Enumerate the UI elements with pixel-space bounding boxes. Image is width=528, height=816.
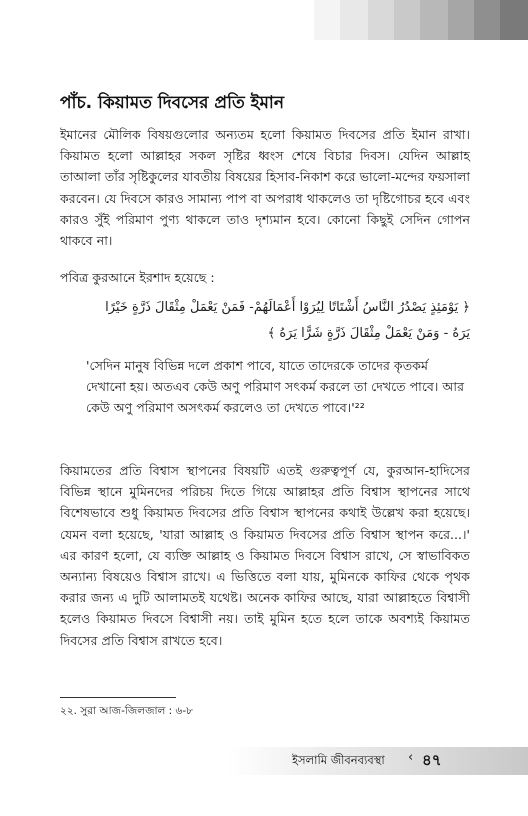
header-bar-segment bbox=[288, 0, 314, 40]
header-bar-segment bbox=[314, 0, 341, 40]
paragraph-2: কিয়ামতের প্রতি বিশ্বাস স্থাপনের বিষয়টি এতই গুরুত্বপূর্ণ যে, কুরআন-হাদিসের বিভিন্ন স্থানে মুমিনদের পরিচয় দিতে গিয়ে আল্লাহর প্রতি বিশ্বাস স্থাপনের সাথে বিশেষভাবে শুধু কিয়ামত দিবসের প্রতি বিশ্বাস স্থাপনের কথাই উল্লেখ করা হয়েছে। যেমন বলা হয়েছে, 'যারা আল্লাহ ও কিয়ামত দিবসের প্রতি বিশ্বাস স্থাপন করে...।' এর কারণ হলো, যে ব্যক্তি আল্লাহ ও কিয়ামত দিবসে বিশ্বাস রাখে, সে স্বাভাবিকত অন্যান্য বিষয়েও বিশ্বাস রাখে। এ ভিত্তিতে বলা যায়, মুমিনকে কাফির থেকে পৃথক করার জন্য এ দুটি আলামতই যথেষ্ট। অনেক কাফির আছে, যারা আল্লাহতে বিশ্বাসী হলেও কিয়ামত দিবসে বিশ্বাসী নয়। তাই মুমিন হতে হলে তাকে অবশ্যই কিয়ামত দিবসের প্রতি বিশ্বাস রাখতে হবে। bbox=[60, 463, 470, 648]
header-bar-segment bbox=[340, 0, 368, 40]
arabic-verse: ﴿ يَوْمَئِذٍ يَصْدُرُ النَّاسُ أَشْتَاتًا لِيُرَوْا أَعْمَالَهُمْ- فَمَنْ يَعْمَلْ مِثْقَالَ ذَرَّةٍ خَيْرًا يَرَهُ - وَمَنْ يَعْمَلْ مِثْقَالَ ذَرَّةٍ شَرًّا يَرَهُ ﴾ bbox=[105, 300, 470, 341]
footnote: ২২. সুরা আজ-জিলজাল : ৬-৮ bbox=[60, 705, 193, 717]
header-decoration bbox=[288, 0, 528, 40]
quran-intro: পবিত্র কুরআনে ইরশাদ হয়েছে : bbox=[60, 270, 215, 285]
header-bar-segment bbox=[448, 0, 474, 40]
footer-book-title: ইসলামি জীবনব্যবস্থা bbox=[292, 753, 385, 767]
paragraph-1: ইমানের মৌলিক বিষয়গুলোর অন্যতম হলো কিয়ামত দিবসের প্রতি ইমান রাখা। কিয়ামত হলো আল্লাহর সকল সৃষ্টির ধ্বংস শেষে বিচার দিবস। যেদিন আল্লাহ তাআলা তাঁর সৃষ্টিকুলের যাবতীয় বিষয়ের হিসাব-নিকাশ করে ভালো-মন্দের ফয়সালা করবেন। যে দিবসে কারও সামান্য পাপ বা অপরাধ থাকলেও তা দৃষ্টিগোচর হবে এবং কারও সুঁই পরিমাণ পুণ্য থাকলে তাও দৃশ্যমান হবে। কোনো কিছুই সেদিন গোপন থাকবে না। bbox=[60, 127, 470, 249]
page-number: ৪৭ bbox=[422, 751, 442, 769]
verse-translation: 'সেদিন মানুষ বিভিন্ন দলে প্রকাশ পাবে, যাতে তাদেরকে তাদের কৃতকর্ম দেখানো হয়। অতএব কেউ অণু পরিমাণ সৎকর্ম করলে তা দেখতে পাবে। আর কেউ অণু পরিমাণ অসৎকর্ম করলেও তা দেখতে পাবে।'²² bbox=[86, 358, 465, 416]
section-heading: পাঁচ. কিয়ামত দিবসের প্রতি ইমান bbox=[60, 93, 285, 113]
chevron-left-icon: ‹ bbox=[408, 750, 414, 765]
header-bar-segment bbox=[394, 0, 421, 40]
header-bar-segment bbox=[368, 0, 394, 40]
footnote-rule bbox=[60, 697, 176, 698]
header-bar-segment bbox=[500, 0, 528, 40]
header-bar-segment bbox=[420, 0, 448, 40]
header-bar-segment bbox=[474, 0, 501, 40]
